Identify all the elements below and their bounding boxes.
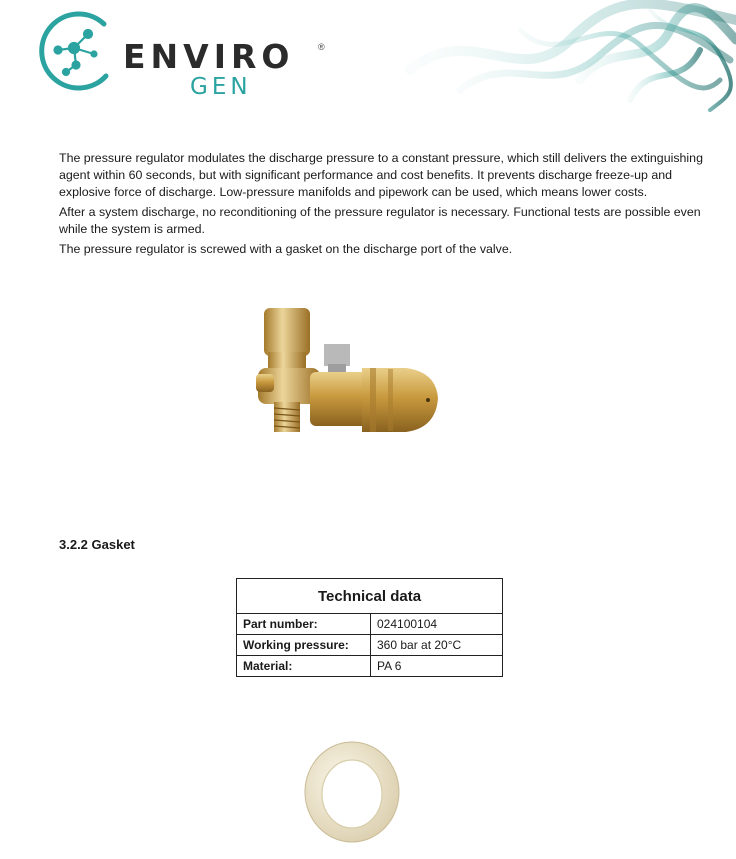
paragraph: The pressure regulator modulates the discharge pressure to a constant pressure, which still delivers the extinguishing agent within 60 seconds, but with significant performance and cost benefits. It prevents discharge freeze-up and explosive force of discharge. Low-pressure manifolds and pipework can be used, which means lower costs.	[59, 151, 703, 199]
paragraph: The pressure regulator is screwed with a gasket on the discharge port of the valve.	[59, 242, 513, 256]
page-header	[0, 0, 736, 130]
row-value: 360 bar at 20°C	[371, 635, 503, 656]
row-label: Working pressure:	[237, 635, 371, 656]
paragraph: After a system discharge, no reconditioning of the pressure regulator is necessary. Functional tests are possible even while the system is armed.	[59, 205, 701, 236]
section-heading: 3.2.2 Gasket	[59, 537, 135, 552]
technical-data-table	[236, 578, 503, 677]
table-row	[237, 614, 503, 635]
table-title: Technical data	[237, 579, 503, 614]
envirogen-logo-icon	[36, 10, 118, 92]
row-value: 024100104	[371, 614, 503, 635]
table-row	[237, 635, 503, 656]
pressure-regulator-image	[246, 296, 454, 462]
registered-mark: ®	[318, 42, 325, 52]
gasket-image	[302, 738, 402, 846]
logo-wordmark: ENVIRO	[123, 37, 295, 76]
table-row	[237, 656, 503, 677]
row-value: PA 6	[371, 656, 503, 677]
row-label: Part number:	[237, 614, 371, 635]
body-text	[59, 150, 719, 261]
logo-subtitle: GEN	[190, 74, 252, 100]
smoke-decoration	[400, 0, 736, 118]
row-label: Material:	[237, 656, 371, 677]
